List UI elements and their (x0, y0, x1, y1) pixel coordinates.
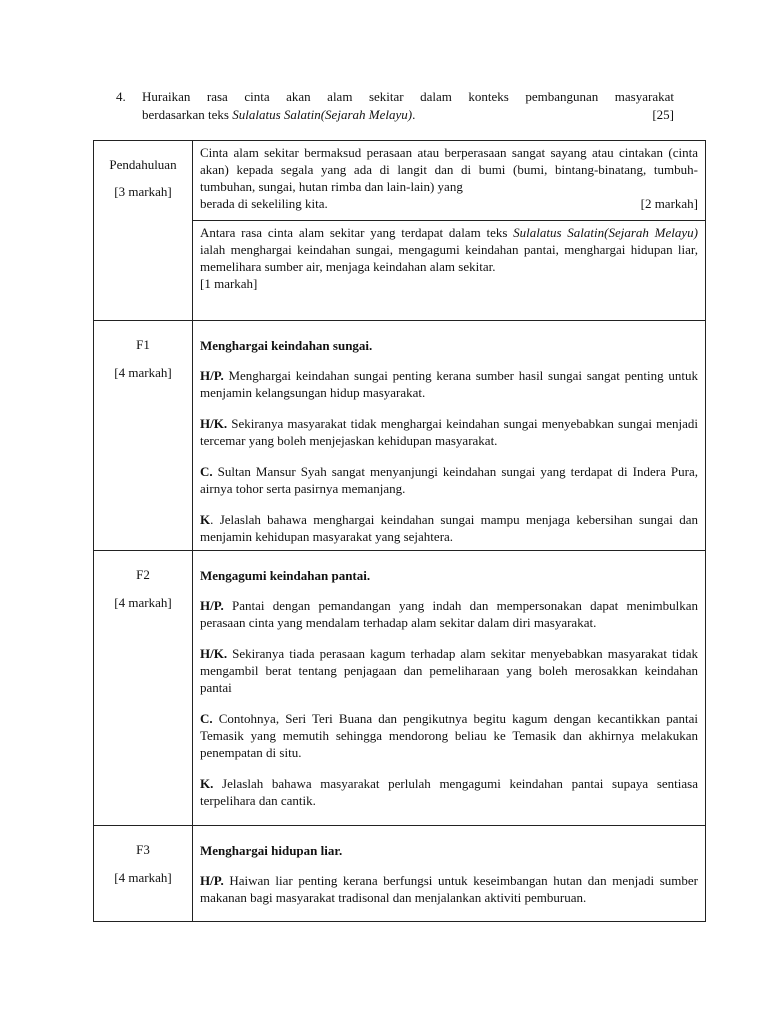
point-text: Haiwan liar penting kerana berfungsi untuk keseimbangan hutan dan menjadi sumber makanan bagi masyarakat tradisonal dan menjalankan aktiviti pemburuan. (200, 873, 698, 905)
point-k (200, 511, 698, 545)
table-row-f2 (94, 551, 706, 826)
intro-para-2-title: Sulalatus Salatin(Sejarah Melayu) (513, 225, 698, 240)
section-heading: Menghargai hidupan liar. (200, 843, 343, 858)
question-marks: [25] (652, 107, 674, 122)
intro-para-1-last (200, 195, 698, 212)
point-hk (200, 645, 698, 696)
intro-para-1-last-text: berada di sekeliling kita. (200, 196, 328, 211)
intro-para-2-b: ialah menghargai keindahan sungai, mengagumi keindahan pantai, menghargai hidupan liar, memelihara sumber air, menjaga keindahan alam sekitar. (200, 242, 698, 274)
point-tag: H/K. (200, 416, 228, 431)
point-c (200, 710, 698, 761)
point-k (200, 775, 698, 809)
f3-label-cell (94, 826, 193, 922)
answer-table (93, 140, 706, 922)
intro-label-cell (94, 141, 193, 321)
section-label: F1 (136, 337, 150, 352)
point-hp (200, 872, 698, 906)
point-text: Pantai dengan pemandangan yang indah dan mempersonakan dapat menimbulkan perasaan cinta yang mendalam terhadap alam sekitar dalam diri masyarakat. (200, 598, 698, 630)
intro-cell-1 (193, 141, 706, 221)
intro-para-1-marks: [2 markah] (640, 196, 698, 211)
f2-content-cell (193, 551, 706, 826)
question-number: 4. (116, 89, 126, 104)
point-hk (200, 415, 698, 449)
intro-marks: [3 markah] (114, 184, 172, 199)
point-text: Contohnya, Seri Teri Buana dan pengikutnya begitu kagum dengan kecantikkan pantai Temasik yang memutih sehingga mendorong beliau ke Temasik dan akhirnya melakukan penempatan di situ. (200, 711, 698, 760)
point-tag: H/K. (200, 646, 228, 661)
intro-para-1: Cinta alam sekitar bermaksud perasaan atau berperasaan sangat sayang atau cintakan (cinta akan) kepada segala yang ada di langit dan di bumi (bumi, bintang-binatang, tumbuh-tumbuhan, sungai, hutan rimba dan lain-lain) yang (200, 145, 698, 194)
question-line-2 (142, 106, 674, 124)
point-tag: C. (200, 464, 213, 479)
question-line-2-prefix: berdasarkan teks (142, 107, 233, 122)
point-text: Sekiranya masyarakat tidak menghargai keindahan sungai menyebabkan sungai menjadi tercemar yang boleh menjejaskan kehidupan masyarakat. (200, 416, 698, 448)
table-row-f1 (94, 321, 706, 551)
point-text: Jelaslah bahawa masyarakat perlulah mengagumi keindahan pantai supaya sentiasa terpelihara dan cantik. (200, 776, 698, 808)
point-text: . Jelaslah bahawa menghargai keindahan sungai mampu menjaga kebersihan sungai dan menjamin kehidupan masyarakat yang sejahtera. (200, 512, 698, 544)
table-row-intro-1 (94, 141, 706, 221)
text-title: Sulalatus Salatin(Sejarah Melayu) (232, 107, 413, 122)
f1-content-cell (193, 321, 706, 551)
point-tag: C. (200, 711, 213, 726)
intro-label: Pendahuluan (109, 157, 177, 172)
intro-cell-2 (193, 221, 706, 321)
point-tag: H/P. (200, 873, 224, 888)
f2-label-cell (94, 551, 193, 826)
section-label: F3 (136, 842, 150, 857)
section-heading: Mengagumi keindahan pantai. (200, 568, 371, 583)
section-heading: Menghargai keindahan sungai. (200, 338, 373, 353)
point-tag: H/P. (200, 368, 224, 383)
question-line-2-suffix: . (412, 107, 416, 122)
point-tag: K (200, 512, 211, 527)
table-row-f3 (94, 826, 706, 922)
section-label: F2 (136, 567, 150, 582)
intro-para-2-marks: [1 markah] (200, 276, 258, 291)
f1-label-cell (94, 321, 193, 551)
point-tag: H/P. (200, 598, 224, 613)
point-tag: K. (200, 776, 214, 791)
section-marks: [4 markah] (114, 365, 172, 380)
question (118, 88, 674, 124)
f3-content-cell (193, 826, 706, 922)
question-line-1: Huraikan rasa cinta akan alam sekitar dalam konteks pembangunan masyarakat (142, 89, 674, 104)
point-text: Sultan Mansur Syah sangat menyanjungi keindahan sungai yang terdapat di Indera Pura, airnya tohor serta pasirnya memanjang. (200, 464, 698, 496)
point-text: Sekiranya tiada perasaan kagum terhadap alam sekitar menyebabkan masyarakat tidak mengambil berat tentang penjagaan dan pemeliharaan yang boleh merosakkan keindahan pantai (200, 646, 698, 695)
question-text (142, 88, 674, 124)
point-hp (200, 597, 698, 631)
section-marks: [4 markah] (114, 595, 172, 610)
point-hp (200, 367, 698, 401)
intro-para-2-a: Antara rasa cinta alam sekitar yang terdapat dalam teks (200, 225, 514, 240)
intro-para-2 (200, 225, 698, 274)
section-marks: [4 markah] (114, 870, 172, 885)
point-text: Menghargai keindahan sungai penting kerana sumber hasil sungai sangat penting untuk menjamin kelangsungan hidup masyarakat. (200, 368, 698, 400)
point-c (200, 463, 698, 497)
